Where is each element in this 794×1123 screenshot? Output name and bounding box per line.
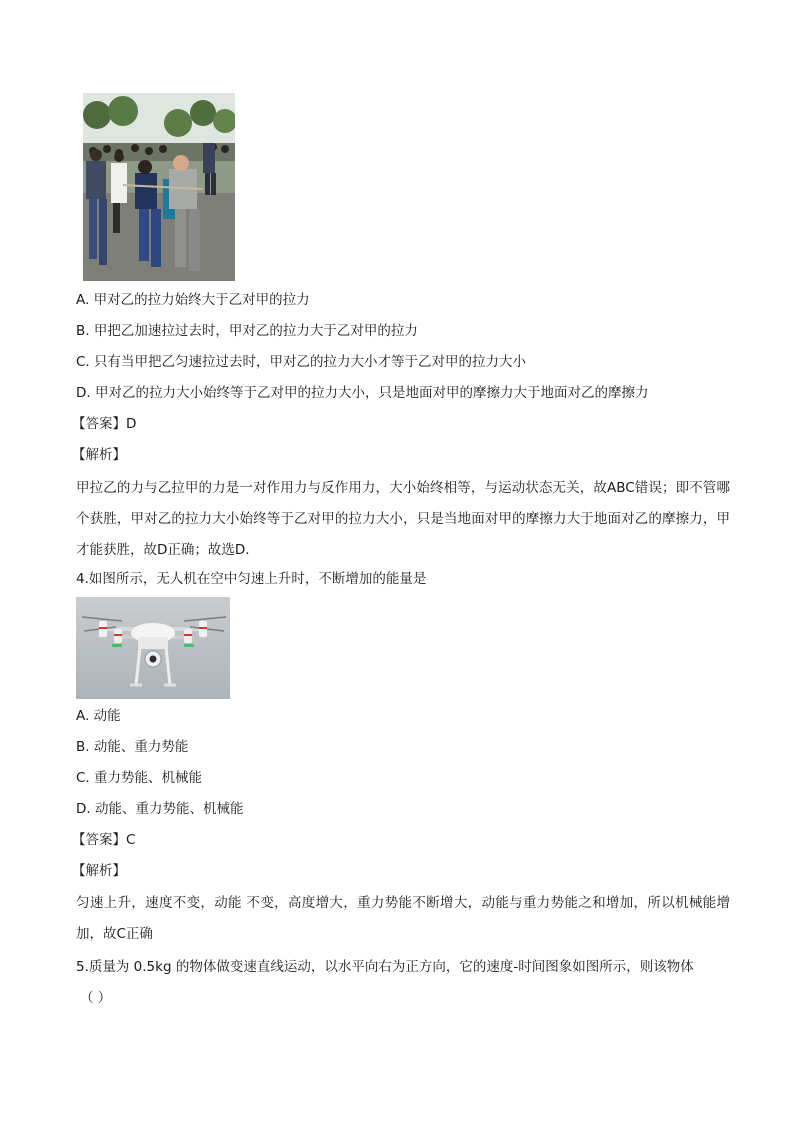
- q5-question: 5.质量为 0.5kg 的物体做变速直线运动，以水平向右为正方向，它的速度-时间图象如图所示，则该物体: [76, 959, 694, 975]
- q4-analysis-label: 【解析】: [72, 863, 126, 879]
- tug-of-war-photo: [83, 93, 235, 281]
- tug-of-war-illustration: [83, 93, 235, 281]
- q4-analysis-text: 匀速上升，速度不变，动能 不变，高度增大，重力势能不断增大，动能与重力势能之和增加，所以机械能增加，故C正确: [76, 895, 730, 942]
- q3-answer: 【答案】D: [72, 416, 137, 432]
- q3-analysis-label: 【解析】: [72, 447, 126, 463]
- q4-option-a: A. 动能: [76, 708, 121, 724]
- q4-option-b: B. 动能、重力势能: [76, 739, 189, 755]
- q3-option-a: A. 甲对乙的拉力始终大于乙对甲的拉力: [76, 292, 310, 308]
- q3-analysis-text: 甲拉乙的力与乙拉甲的力是一对作用力与反作用力，大小始终相等，与运动状态无关，故ABC错误；即不管哪个获胜，甲对乙的拉力大小始终等于乙对甲的拉力大小，只是当地面对甲的摩擦力大于地面对乙的摩擦力，甲才能获胜，故D正确；故选D.: [76, 480, 730, 558]
- q4-option-d: D. 动能、重力势能、机械能: [76, 801, 244, 817]
- q3-option-b: B. 甲把乙加速拉过去时，甲对乙的拉力大于乙对甲的拉力: [76, 323, 418, 339]
- q4-answer: 【答案】C: [72, 832, 136, 848]
- q4-question: 4.如图所示，无人机在空中匀速上升时，不断增加的能量是: [76, 571, 427, 587]
- drone-illustration: [76, 597, 230, 699]
- q5-answer-bracket: （ ）: [80, 990, 112, 1006]
- drone-photo: [76, 597, 230, 699]
- q3-option-d: D. 甲对乙的拉力大小始终等于乙对甲的拉力大小，只是地面对甲的摩擦力大于地面对乙的摩擦力: [76, 385, 649, 401]
- q4-option-c: C. 重力势能、机械能: [76, 770, 203, 786]
- q3-option-c: C. 只有当甲把乙匀速拉过去时，甲对乙的拉力大小才等于乙对甲的拉力大小: [76, 354, 527, 370]
